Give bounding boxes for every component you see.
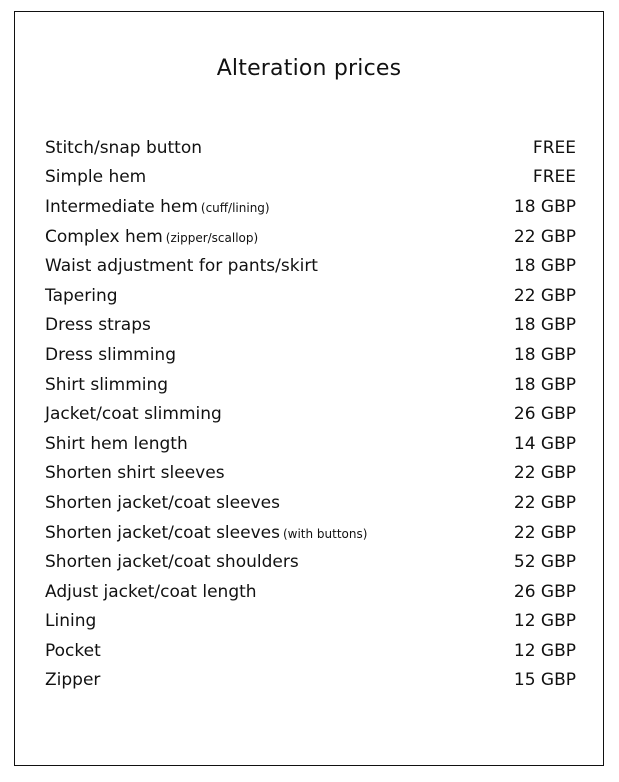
item-price: FREE	[532, 167, 576, 188]
item-name	[45, 375, 168, 395]
price-row	[45, 607, 576, 637]
price-row	[45, 399, 576, 429]
item-label: Jacket/coat slimming	[45, 404, 222, 425]
item-name	[45, 345, 176, 365]
item-label: Shorten jacket/coat sleeves	[45, 492, 280, 513]
item-label: Intermediate hem	[45, 196, 198, 217]
price-row	[45, 251, 576, 281]
item-name	[45, 670, 100, 690]
item-price: 18 GBP	[513, 374, 576, 395]
price-row	[45, 666, 576, 696]
price-row	[45, 311, 576, 341]
price-row	[45, 163, 576, 193]
item-price: 18 GBP	[513, 315, 576, 336]
item-name	[45, 582, 257, 602]
item-name	[45, 552, 299, 572]
price-row	[45, 459, 576, 489]
item-name	[45, 463, 225, 483]
item-price: 22 GBP	[513, 226, 576, 247]
price-row	[45, 429, 576, 459]
price-row	[45, 192, 576, 222]
item-label: Dress slimming	[45, 344, 176, 365]
item-label: Shirt hem length	[45, 433, 188, 454]
item-name	[45, 167, 146, 187]
item-label: Shirt slimming	[45, 374, 169, 395]
item-label: Adjust jacket/coat length	[45, 581, 257, 602]
item-label: Lining	[45, 611, 97, 632]
price-sheet-frame	[14, 11, 604, 766]
price-row	[45, 222, 576, 252]
item-name	[45, 611, 96, 631]
item-note: (with buttons)	[282, 526, 368, 541]
item-price: 22 GBP	[513, 492, 576, 513]
item-price: 18 GBP	[513, 256, 576, 277]
price-row	[45, 340, 576, 370]
item-label: Complex hem	[45, 226, 163, 247]
item-note: (zipper/scallop)	[165, 230, 259, 245]
item-note: (cuff/lining)	[200, 200, 270, 215]
price-row	[45, 518, 576, 548]
item-name	[45, 434, 188, 454]
price-row	[45, 577, 576, 607]
item-label: Waist adjustment for pants/skirt	[45, 256, 318, 277]
item-price: 22 GBP	[513, 522, 576, 543]
item-price: 26 GBP	[513, 581, 576, 602]
price-row	[45, 281, 576, 311]
price-row	[45, 370, 576, 400]
item-label: Pocket	[45, 640, 101, 661]
item-name	[45, 197, 270, 217]
item-name	[45, 315, 151, 335]
item-price: 52 GBP	[513, 552, 576, 573]
item-price: 12 GBP	[513, 640, 576, 661]
item-name	[45, 523, 367, 543]
price-row	[45, 636, 576, 666]
item-label: Simple hem	[45, 167, 147, 188]
page-title: Alteration prices	[216, 56, 402, 81]
price-list	[45, 133, 576, 695]
item-label: Shorten shirt sleeves	[45, 463, 225, 484]
item-name	[45, 286, 118, 306]
item-price: FREE	[532, 137, 576, 158]
item-label: Stitch/snap button	[45, 137, 203, 158]
item-name	[45, 641, 101, 661]
item-label: Dress straps	[45, 315, 151, 336]
item-name	[45, 404, 222, 424]
price-row	[45, 488, 576, 518]
item-label: Shorten jacket/coat sleeves	[45, 522, 280, 543]
item-name	[45, 493, 280, 513]
item-name	[45, 227, 258, 247]
item-price: 22 GBP	[513, 463, 576, 484]
item-price: 12 GBP	[513, 611, 576, 632]
price-row	[45, 133, 576, 163]
item-price: 22 GBP	[513, 285, 576, 306]
item-name	[45, 256, 318, 276]
price-row	[45, 547, 576, 577]
item-label: Shorten jacket/coat shoulders	[45, 552, 299, 573]
item-name	[45, 138, 202, 158]
item-price: 18 GBP	[513, 196, 576, 217]
item-price: 15 GBP	[513, 670, 576, 691]
item-label: Tapering	[45, 285, 118, 306]
item-price: 18 GBP	[513, 344, 576, 365]
item-price: 26 GBP	[513, 404, 576, 425]
item-price: 14 GBP	[513, 433, 576, 454]
item-label: Zipper	[45, 670, 101, 691]
